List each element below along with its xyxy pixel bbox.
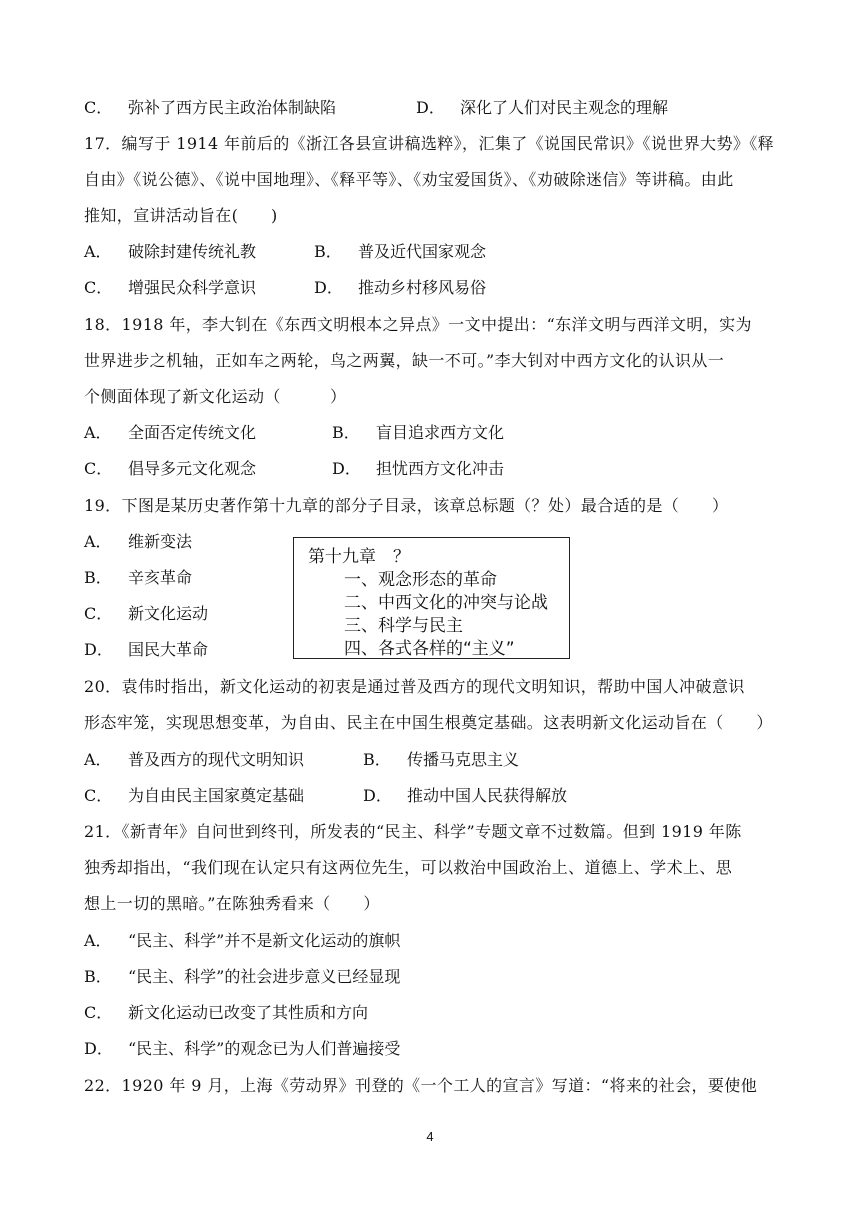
q17-option-b: B． 普及近代国家观念 <box>314 242 487 261</box>
figure-item: 一、观念形态的革命 <box>344 570 497 590</box>
q16-option-c: C． 弥补了西方民主政治体制缺陷 <box>84 98 337 117</box>
q19-option-a: A． 维新变法 <box>84 532 193 551</box>
q17-option-a: A． 破除封建传统礼教 <box>84 242 257 261</box>
q19-option-d: D． 国民大革命 <box>84 640 209 659</box>
q18-option-c: C． 倡导多元文化观念 <box>84 459 257 478</box>
q17-stem-line: 17．编写于 1914 年前后的《浙江各县宣讲稿选粹》，汇集了《说国民常识》《说世界大势》《释 <box>84 134 775 153</box>
q20-option-b: B． 传播马克思主义 <box>363 750 520 769</box>
q21-option-b: B． “民主、科学”的社会进步意义已经显现 <box>84 967 401 986</box>
q21-option-a: A． “民主、科学”并不是新文化运动的旗帜 <box>84 931 401 950</box>
q18-stem-line: 18．1918 年，李大钊在《东西文明根本之异点》一文中提出：“东洋文明与西洋文明，实为 <box>84 315 752 334</box>
q20-option-c: C． 为自由民主国家奠定基础 <box>84 786 305 805</box>
figure-chapter-title: 第十九章 ？ <box>308 547 410 567</box>
figure-item: 四、各式各样的“主义” <box>344 639 515 659</box>
q20-stem-line: 形态牢笼，实现思想变革，为自由、民主在中国生根奠定基础。这表明新文化运动旨在（ ） <box>84 713 773 732</box>
q21-stem-line: 独秀却指出，“我们现在认定只有这两位先生，可以救治中国政治上、道德上、学术上、思 <box>84 858 733 877</box>
q18-option-d: D． 担忧西方文化冲击 <box>332 459 505 478</box>
q17-stem-line: 推知，宣讲活动旨在( ) <box>84 206 278 225</box>
q17-stem-line: 自由》《说公德》、《说中国地理》、《释平等》、《劝宝爱国货》、《劝破除迷信》等讲稿。由此 <box>84 170 734 189</box>
q21-stem-line: 21．《新青年》自问世到终刊，所发表的“民主、科学”专题文章不过数篇。但到 1919 年陈 <box>84 822 742 841</box>
q16-option-d: D． 深化了人们对民主观念的理解 <box>416 98 669 117</box>
figure-item: 三、科学与民主 <box>344 616 463 636</box>
page-number: 4 <box>426 1129 434 1144</box>
q21-option-d: D． “民主、科学”的观念已为人们普遍接受 <box>84 1039 401 1058</box>
q18-stem-line: 世界进步之机轴，正如车之两轮，鸟之两翼，缺一不可。”李大钊对中西方文化的认识从一 <box>84 351 725 370</box>
q17-option-c: C． 增强民众科学意识 <box>84 278 257 297</box>
q21-stem-line: 想上一切的黑暗。”在陈独秀看来（ ） <box>84 894 380 913</box>
q20-option-a: A． 普及西方的现代文明知识 <box>84 750 305 769</box>
q18-stem-line: 个侧面体现了新文化运动（ ） <box>84 387 347 406</box>
figure-item: 二、中西文化的冲突与论战 <box>344 593 548 613</box>
q22-stem-line: 22．1920 年 9 月，上海《劳动界》刊登的《一个工人的宣言》写道：“将来的社会，要使他 <box>84 1076 758 1095</box>
q21-option-c: C． 新文化运动已改变了其性质和方向 <box>84 1003 369 1022</box>
q19-option-c: C． 新文化运动 <box>84 604 209 623</box>
q17-option-d: D． 推动乡村移风易俗 <box>314 278 487 297</box>
q19-option-b: B． 辛亥革命 <box>84 568 193 587</box>
q19-stem-line: 19．下图是某历史著作第十九章的部分子目录，该章总标题（？处）最合适的是（ ） <box>84 496 729 515</box>
q20-stem-line: 20．袁伟时指出，新文化运动的初衷是通过普及西方的现代文明知识，帮助中国人冲破意识 <box>84 677 745 696</box>
q20-option-d: D． 推动中国人民获得解放 <box>363 786 568 805</box>
q18-option-b: B． 盲目追求西方文化 <box>332 423 505 442</box>
q18-option-a: A． 全面否定传统文化 <box>84 423 257 442</box>
chapter-outline-figure <box>293 537 570 659</box>
